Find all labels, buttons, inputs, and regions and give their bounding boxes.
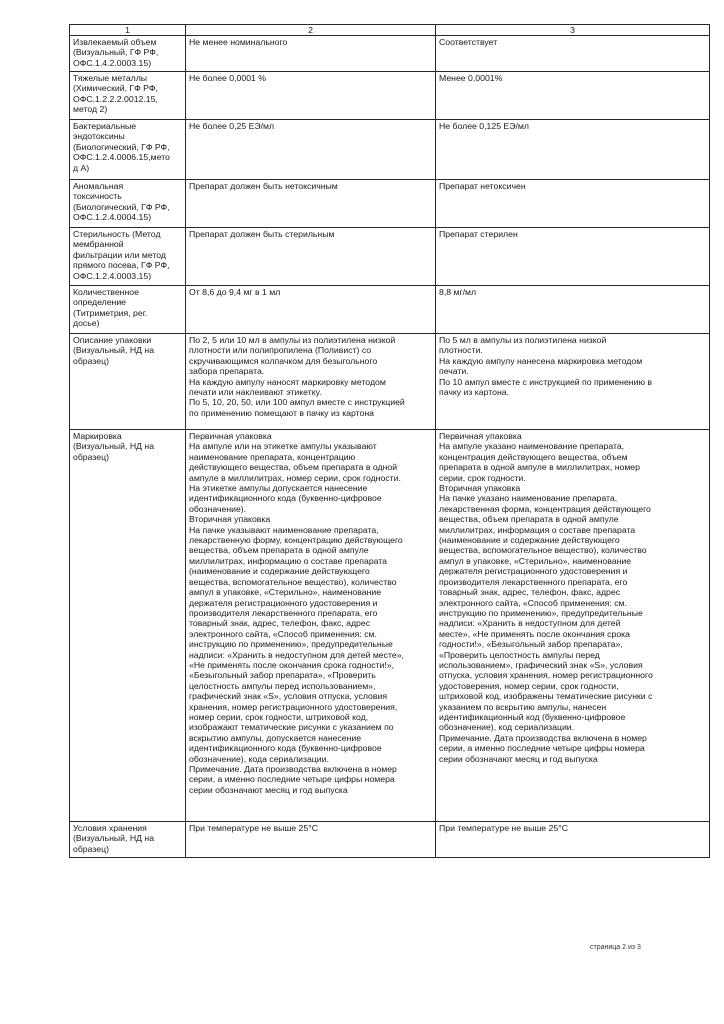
cell-line: определение [73,297,127,308]
cell-line: От 8,6 до 9,4 мг в 1 мл [189,287,281,297]
cell-line: (Химический, ГФ РФ, [73,83,158,94]
cell-line: плотности. [439,345,483,356]
requirement-cell [186,822,436,858]
result-cell [436,228,710,286]
cell-line: надписи: «Хранить в недоступном для детей месте», [189,649,404,660]
result-cell [436,430,710,822]
cell-line: (Визуальный, ГФ РФ, [73,47,159,58]
table-header-row [70,25,710,36]
cell-line: препарата в одной ампуле в миллилитрах, номер [439,462,640,473]
cell-line: Не более 0,0001 % [189,73,266,83]
cell-line: лекарственная форма, концентрация действующего [439,503,651,514]
cell-line: Описание упаковки [73,335,152,345]
parameter-cell [70,430,186,822]
cell-line: Примечание. Дата производства включена в номер [439,732,647,743]
cell-line: электронного сайта, «Способ применения: см. [189,628,377,639]
cell-line: Количественное [73,287,139,297]
cell-line: досье) [73,318,100,329]
cell-line: обозначение), кода сериализации. [189,753,329,764]
cell-line: месте», «Не применять после окончания срока [439,628,630,639]
cell-line: вещества, вспомогательное вещество), количество [189,576,397,587]
parameter-cell [70,228,186,286]
cell-line: изображают тематические рисунки с указанием по [189,722,394,733]
cell-line: токсичность [73,191,122,202]
cell-line: Вторичная упаковка [189,514,271,525]
cell-line: серии, а именно последние четыре цифры номера [439,743,645,754]
page-number: страница 2 из 3 [590,944,641,951]
cell-line: На пачке указано наименование препарата, [439,493,618,504]
cell-line: (Визуальный, НД на [73,833,155,844]
cell-line: серии, а именно последние четыре цифры номера [189,774,395,785]
cell-line: наименование препарата, концентрацию [189,451,356,462]
cell-line: «Не применять после окончания срока годности!», [189,659,395,670]
cell-line: Вторичная упаковка [439,483,521,494]
cell-line: «Проверить целостность ампулы перед [439,649,600,660]
cell-line: печати. [439,366,469,377]
cell-line: эндотоксины [73,131,125,142]
cell-line: вещества, объем препарата в одной ампуле [439,514,619,525]
cell-line: На пачке указывают наименование препарата, [189,524,379,535]
table-row [70,120,710,180]
cell-line: образец) [73,355,109,366]
cell-line: На ампуле или на этикетке ампулы указывают [189,441,377,452]
cell-line: Аномальная [73,181,124,191]
cell-line: надписи: «Хранить в недоступном для детей [439,618,621,629]
cell-line: Первичная упаковка [189,431,272,441]
cell-line: серии, срок годности. [439,472,526,483]
cell-line: образец) [73,843,109,854]
cell-line: обозначение), код сериализации. [439,722,575,733]
table-row [70,36,710,72]
requirement-cell [186,334,436,430]
cell-line: По 2, 5 или 10 мл в ампулы из полиэтилена низкой [189,335,396,345]
cell-line: пачку из картона. [439,387,509,398]
cell-line: миллилитрах, информация о составе препарата [439,524,636,535]
cell-line: целостность ампулы перед использованием», [189,680,376,691]
result-cell [436,286,710,334]
cell-line: Извлекаемый объем [73,37,157,47]
cell-line: серии обозначают месяц и год выпуска [189,784,348,795]
header-col-1: 1 [70,25,186,36]
result-cell [436,120,710,180]
table-row [70,822,710,858]
cell-line: держателя регистрационного удостоверения и [189,597,378,608]
cell-line: ОФС.1.2.4.0003.15) [73,270,152,281]
cell-line: товарный знак, адрес, телефон, факс, адрес [439,587,621,598]
cell-line: Стерильность (Метод [73,229,161,239]
cell-line: штриховой код, изображены тематические рисунки с [439,691,653,702]
cell-line: На ампуле указано наименование препарата, [439,441,625,452]
cell-line: отпуска, условия хранения, номер регистрационного [439,670,653,681]
result-cell [436,72,710,120]
cell-line: мембранной [73,239,124,250]
cell-line: (Визуальный, НД на [73,441,155,452]
parameter-cell [70,36,186,72]
cell-line: (Биологический, ГФ РФ, [73,201,170,212]
cell-line: метод 2) [73,104,108,115]
cell-line: Препарат должен быть стерильным [189,229,335,239]
table-row [70,430,710,822]
cell-line: электронного сайта, «Способ применения: см. [439,597,627,608]
cell-line: товарный знак, адрес, телефон, факс, адрес [189,618,371,629]
result-cell [436,822,710,858]
cell-line: использованием», графический знак «S», условия [439,659,643,670]
cell-line: По 10 ампул вместе с инструкцией по применению в [439,376,653,387]
cell-line: Бактериальные [73,121,137,131]
cell-line: ампул в упаковке, «Стерильно», наименование [439,555,632,566]
table-row [70,334,710,430]
cell-line: Препарат стерилен [439,229,518,239]
cell-line: номер серии, срок годности, штриховой код, [189,711,369,722]
cell-line: По 5 мл в ампулы из полиэтилена низкой [439,335,607,345]
cell-line: годности!», «Безыгольный забор препарата», [439,639,623,650]
cell-line: Соответствует [439,37,498,47]
cell-line: миллилитрах, информацию о составе препарата [189,555,388,566]
cell-line: по применению помещают в пачку из картона [189,407,374,418]
cell-line: обозначение). [189,503,247,514]
parameter-cell [70,822,186,858]
requirement-cell [186,36,436,72]
table-row [70,286,710,334]
cell-line: инструкцию по применению», предупредительные [189,639,393,650]
table-row [70,72,710,120]
cell-line: лекарственную форму, концентрацию действующего [189,535,403,546]
cell-line: По 5, 10, 20, 50, или 100 ампул вместе с инструкцией [189,397,405,408]
cell-line: скручивающимся колпачком для безыгольного [189,355,378,366]
cell-line: (Биологический, ГФ РФ, [73,141,170,152]
cell-line: вещества, объем препарата в одной ампуле [189,545,369,556]
cell-line: производителя лекарственного препарата, его [189,607,378,618]
cell-line: (Титриметрия, рег. [73,307,148,318]
cell-line: идентификационного кода (буквенно-цифровое [189,493,382,504]
parameter-cell [70,72,186,120]
cell-line: ОФС.1.2.4.0006.15,мето [73,152,170,163]
cell-line: фильтрации или метод [73,249,166,260]
requirement-cell [186,286,436,334]
cell-line: серии обозначают месяц и год выпуска [439,753,598,764]
cell-line: ампул в упаковке, «Стерильно», наименование [189,587,382,598]
cell-line: 8,8 мг/мл [439,287,477,297]
requirement-cell [186,180,436,228]
cell-line: удостоверения, номер серии, срок годности, [439,680,619,691]
parameter-cell [70,286,186,334]
cell-line: забора препарата. [189,366,265,377]
cell-line: (Визуальный, НД на [73,345,155,356]
result-cell [436,334,710,430]
requirement-cell [186,120,436,180]
cell-line: производителя лекарственного препарата, его [439,576,628,587]
specification-sheet [69,24,709,858]
cell-line: образец) [73,451,109,462]
header-col-2: 2 [186,25,436,36]
cell-line: Препарат нетоксичен [439,181,526,191]
cell-line: Примечание. Дата производства включена в номер [189,764,397,774]
requirement-cell [186,430,436,822]
cell-line: плотности или полипропилена (Поливист) со [189,345,372,356]
cell-line: указанием по вскрытию ампулы, нанесен [439,701,607,712]
cell-line: «Безыгольный забор препарата», «Проверить [189,670,376,681]
parameter-cell [70,334,186,430]
cell-line: На каждую ампулу наносят маркировку методом [189,376,386,387]
cell-line: концентрация действующего вещества, объем [439,451,628,462]
result-cell [436,180,710,228]
requirement-cell [186,228,436,286]
cell-line: Менее 0,0001% [439,73,503,83]
cell-line: При температуре не выше 25°С [439,823,568,833]
cell-line: ампуле в миллилитрах, номер серии, срок годности. [189,472,401,483]
cell-line: Маркировка [73,431,122,441]
cell-line: графический знак «S», условия отпуска, условия [189,691,388,702]
cell-line: Не более 0,25 ЕЭ/мл [189,121,275,131]
table-row [70,180,710,228]
specification-table [69,24,710,858]
cell-line: Первичная упаковка [439,431,522,441]
cell-line: хранения, номер регистрационного удостоверения, [189,701,398,712]
cell-line: держателя регистрационного удостоверения и [439,566,628,577]
header-col-3: 3 [436,25,710,36]
cell-line: вещества, вспомогательное вещество), количество [439,545,647,556]
cell-line: инструкцию по применению», предупредительные [439,607,643,618]
cell-line: идентификационного кода (буквенно-цифровое [189,743,382,754]
result-cell [436,36,710,72]
cell-line: (наименование и содержание действующего [439,535,620,546]
cell-line: На этикетке ампулы допускается нанесение [189,483,368,494]
cell-line: Тяжелые металлы [73,73,148,83]
cell-line: Препарат должен быть нетоксичным [189,181,338,191]
cell-line: прямого посева, ГФ РФ, [73,260,170,271]
cell-line: Не менее номинального [189,37,288,47]
requirement-cell [186,72,436,120]
cell-line: идентификационный код (буквенно-цифровое [439,711,626,722]
cell-line: д А) [73,162,90,173]
cell-line: ОФС.1.2.4.0004.15) [73,212,152,223]
table-row [70,228,710,286]
cell-line: При температуре не выше 25°С [189,823,318,833]
cell-line: Не более 0,125 ЕЭ/мл [439,121,529,131]
cell-line: На каждую ампулу нанесена маркировка методом [439,355,643,366]
parameter-cell [70,180,186,228]
cell-line: Условия хранения [73,823,147,833]
cell-line: печати или наклеивают этикетку. [189,387,322,398]
parameter-cell [70,120,186,180]
cell-line: действующего вещества, объем препарата в одной [189,462,398,473]
cell-line: (наименование и содержание действующего [189,566,370,577]
cell-line: ОФС.1.4.2.0003.15) [73,57,152,68]
cell-line: ОФС.1.2.2.2.0012.15, [73,93,158,104]
cell-line: вскрытию ампулы, допускается нанесение [189,732,362,743]
